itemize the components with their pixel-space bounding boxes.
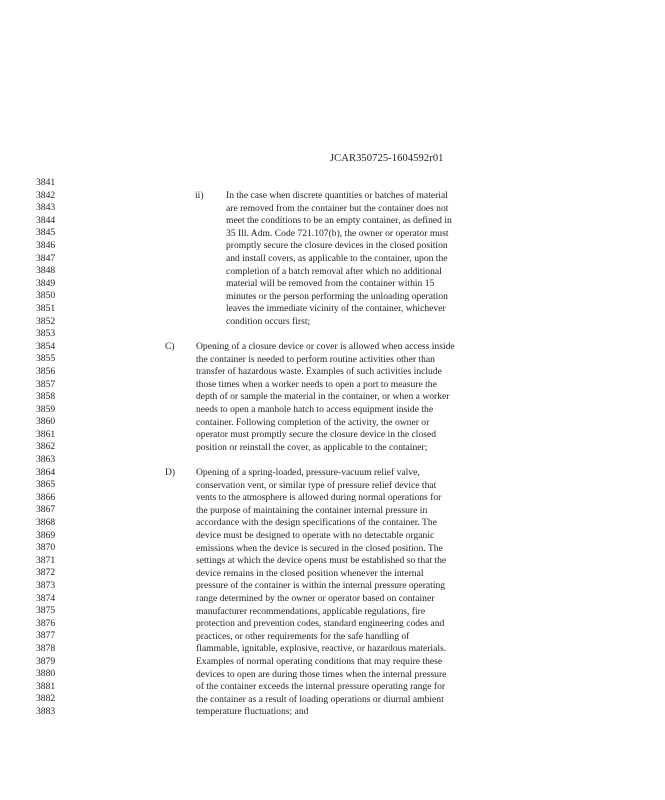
paragraph-c-text <box>196 341 496 454</box>
line-number: 3845 <box>36 227 56 239</box>
text-line: those times when a worker needs to open a port to measure the <box>196 378 437 390</box>
text-line: operator must promptly secure the closure device in the closed <box>196 429 437 441</box>
line-number: 3860 <box>36 416 56 428</box>
line-number: 3852 <box>36 315 56 327</box>
line-number: 3867 <box>36 504 56 516</box>
line-number: 3844 <box>36 214 56 226</box>
line-number: 3871 <box>36 554 56 566</box>
line-number: 3842 <box>36 189 56 201</box>
line-number: 3854 <box>36 340 56 352</box>
line-number: 3883 <box>36 705 56 717</box>
line-number: 3855 <box>36 353 56 365</box>
text-line: flammable, ignitable, explosive, reactive, or hazardous materials. <box>196 643 447 655</box>
line-number: 3870 <box>36 542 56 554</box>
text-line: condition occurs first; <box>226 315 311 327</box>
line-number: 3869 <box>36 529 56 541</box>
line-number: 3846 <box>36 239 56 251</box>
text-line: Opening of a closure device or cover is allowed when access inside <box>196 341 455 352</box>
text-line: material will be removed from the container within 15 <box>226 278 435 290</box>
text-line: range determined by the owner or operator based on container <box>196 592 435 604</box>
line-number: 3873 <box>36 580 56 591</box>
line-number: 3858 <box>36 391 56 403</box>
line-number: 3853 <box>36 328 56 340</box>
text-line: emissions when the device is secured in the closed position. The <box>196 542 443 554</box>
paragraph-c-marker: C) <box>165 341 175 352</box>
line-number: 3864 <box>36 466 56 478</box>
text-line: conservation vent, or similar type of pressure relief device that <box>196 479 437 491</box>
line-number: 3848 <box>36 265 56 277</box>
text-line: pressure of the container is within the internal pressure operating <box>196 580 446 592</box>
paragraph-ii-text <box>226 190 496 329</box>
line-number: 3872 <box>36 567 56 579</box>
paragraph-d-marker: D) <box>165 467 176 478</box>
text-line: protection and prevention codes, standard engineering codes and <box>196 618 445 630</box>
text-line: completion of a batch removal after which no additional <box>226 265 442 277</box>
line-number: 3875 <box>36 605 56 617</box>
text-line: transfer of hazardous waste. Examples of such activities include <box>196 366 442 378</box>
text-line: Examples of normal operating conditions that may require these <box>196 655 443 667</box>
line-number: 3863 <box>36 454 56 466</box>
text-line: meet the conditions to be an empty container, as defined in <box>226 215 452 227</box>
line-number: 3859 <box>36 403 56 415</box>
text-line: temperature fluctuations; and <box>196 706 309 718</box>
line-number: 3882 <box>36 693 56 705</box>
text-line: the container as a result of loading operations or diurnal ambient <box>196 693 444 705</box>
line-number: 3865 <box>36 479 56 491</box>
text-line: of the container exceeds the internal pressure operating range for <box>196 681 446 693</box>
text-line: needs to open a manhole hatch to access equipment inside the <box>196 403 434 415</box>
line-number: 3843 <box>36 202 56 214</box>
line-number: 3874 <box>36 592 56 604</box>
text-line: depth of or sample the material in the container, or when a worker <box>196 391 450 403</box>
text-line: container. Following completion of the activity, the owner or <box>196 416 430 428</box>
text-line: are removed from the container but the container does not <box>226 202 449 214</box>
text-line: and install covers, as applicable to the container, upon the <box>226 252 448 264</box>
line-number-column <box>36 177 76 719</box>
paragraph-ii-marker: ii) <box>195 190 204 201</box>
line-number: 3880 <box>36 668 56 680</box>
line-number: 3856 <box>36 365 56 377</box>
line-number: 3851 <box>36 302 56 314</box>
line-number: 3862 <box>36 441 56 453</box>
text-line: position or reinstall the cover, as applicable to the container; <box>196 441 428 453</box>
line-number: 3857 <box>36 378 56 390</box>
line-number: 3847 <box>36 252 56 264</box>
text-line: accordance with the design specifications of the container. The <box>196 517 437 529</box>
line-number: 3841 <box>36 177 56 188</box>
line-number: 3881 <box>36 680 56 692</box>
text-line: the container is needed to perform routine activities other than <box>196 353 435 365</box>
text-line: the purpose of maintaining the container internal pressure in <box>196 504 428 516</box>
text-line: practices, or other requirements for the safe handling of <box>196 630 410 642</box>
line-number: 3866 <box>36 491 56 503</box>
line-number: 3849 <box>36 277 56 289</box>
line-number: 3868 <box>36 517 56 529</box>
paragraph-d-text <box>196 467 496 719</box>
line-number: 3850 <box>36 290 56 302</box>
text-line: minutes or the person performing the unloading operation <box>226 290 448 302</box>
text-line: 35 Ill. Adm. Code 721.107(b), the owner or operator must <box>226 227 449 239</box>
text-line: device must be designed to operate with no detectable organic <box>196 529 435 541</box>
text-line: Opening of a spring-loaded, pressure-vacuum relief valve, <box>196 467 420 478</box>
line-number: 3876 <box>36 617 56 629</box>
line-number: 3877 <box>36 630 56 642</box>
line-number: 3861 <box>36 428 56 440</box>
document-header-id: JCAR350725-1604592r01 <box>330 153 444 164</box>
text-line: device remains in the closed position whenever the internal <box>196 567 424 579</box>
text-line: leaves the immediate vicinity of the container, whichever <box>226 303 446 315</box>
text-line: settings at which the device opens must be established so that the <box>196 555 447 567</box>
text-line: devices to open are during those times when the internal pressure <box>196 668 447 680</box>
text-line: manufacturer recommendations, applicable regulations, fire <box>196 605 426 617</box>
text-line: promptly secure the closure devices in the closed position <box>226 240 448 252</box>
line-number: 3878 <box>36 642 56 654</box>
line-number: 3879 <box>36 655 56 667</box>
text-line: In the case when discrete quantities or batches of material <box>226 190 448 201</box>
text-line: vents to the atmosphere is allowed during normal operations for <box>196 492 442 504</box>
